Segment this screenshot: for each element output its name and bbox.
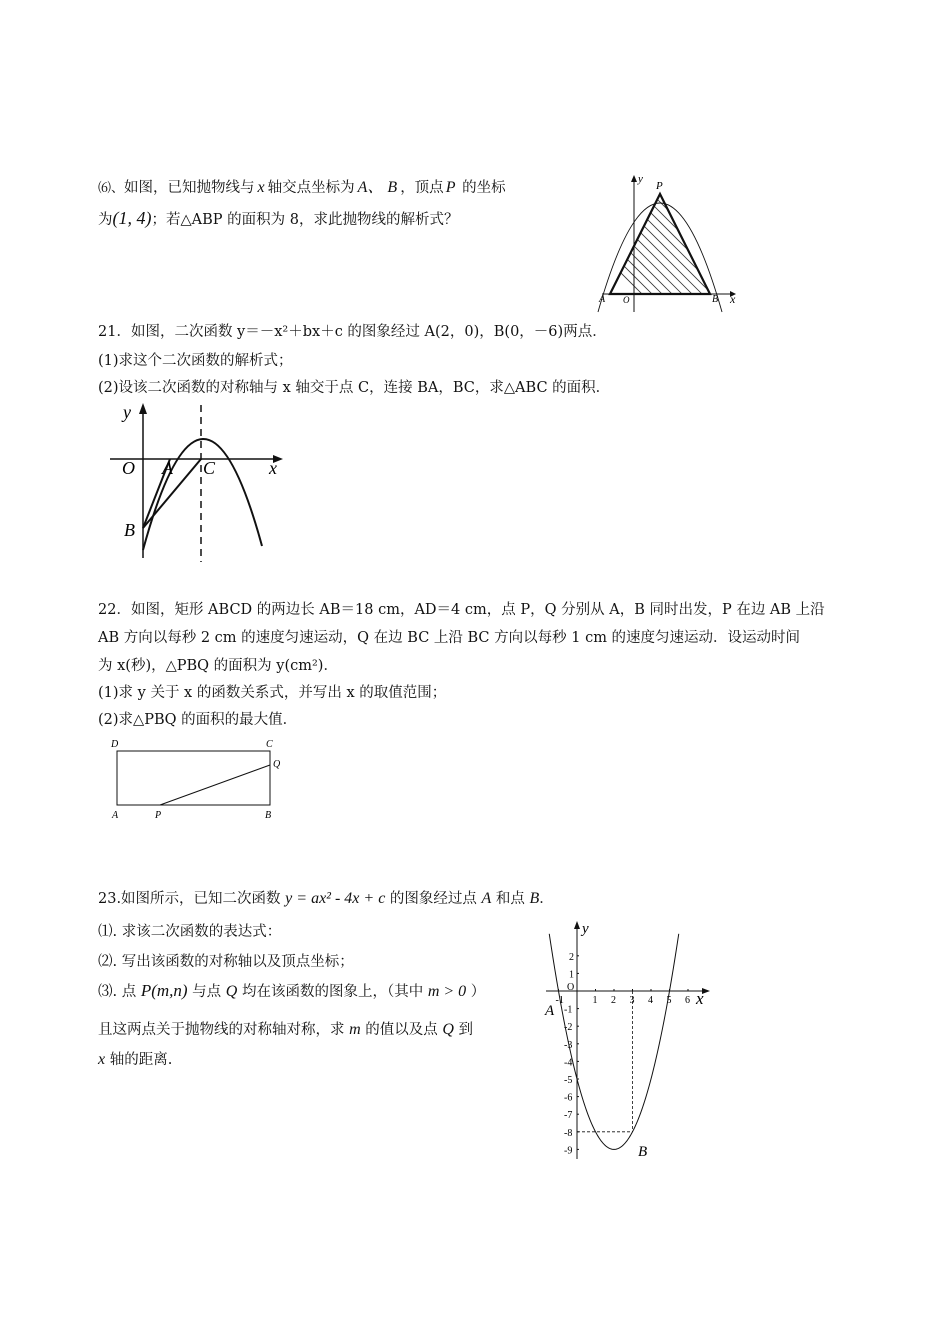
q22-part1: (1)求 y 关于 x 的函数关系式，并写出 x 的取值范围； (98, 685, 447, 701)
q23-y-tick-label: -5 (564, 1075, 573, 1086)
q23-y-tick-label: -9 (564, 1145, 573, 1157)
q23-x-tick-label: 5 (666, 995, 672, 1006)
q23-y-tick-label: -4 (564, 1057, 573, 1069)
q21-label-x: x (269, 458, 277, 478)
q23-label-y: y (582, 921, 589, 937)
q23-y-tick-label: -8 (564, 1127, 573, 1139)
q20-line2: 为(1, 4)；若△ABP 的面积为 8，求此抛物线的解析式？ (98, 208, 459, 228)
q23-y-tick-label: -1 (564, 1004, 573, 1016)
q20-number: ⑹、 (98, 181, 125, 196)
q20-parabola (598, 203, 722, 312)
q23-figure (530, 915, 720, 1170)
q23-y-tick-label: 1 (569, 969, 574, 981)
q21-parabola (143, 439, 262, 550)
q22-label-C: C (266, 739, 273, 750)
q21-label-C: C (203, 458, 216, 478)
q21-label-B: B (124, 520, 135, 540)
q22-stem-line3: 为 x(秒)，△PBQ 的面积为 y(cm²)． (98, 658, 338, 674)
q23-y-tick-label: -3 (564, 1039, 573, 1051)
q23-x-tick-label: 3 (629, 995, 635, 1006)
q22-segment-PQ (160, 765, 270, 805)
q23-y-tick-label: -6 (564, 1092, 573, 1104)
q21-part1: (1)求这个二次函数的解析式； (98, 353, 293, 369)
q22-rectangle (117, 751, 270, 805)
q23-label-B: B (638, 1144, 648, 1160)
q22-stem-line1: 22．如图，矩形 ABCD 的两边长 AB＝18 cm，AD＝4 cm，点 P，Q 分别从 A，B 同时出发，P 在边 AB 上沿 (98, 602, 825, 618)
q21-label-y: y (123, 402, 131, 422)
q23-formula: y = ax² - 4x + c (285, 890, 386, 907)
q20-label-A: A (599, 294, 606, 305)
q23-part3-cont: 且这两点关于抛物线的对称轴对称，求 m 的值以及点 Q 到 (98, 1021, 474, 1038)
q23-x-tick-label: 1 (592, 995, 598, 1006)
q20-line1: ⑹、如图，已知抛物线与 x 轴交点坐标为 A、 B ，顶点 P 的坐标 (98, 179, 506, 196)
q20-label-P: P (656, 180, 663, 192)
q21-label-A: A (162, 458, 173, 478)
q20-label-B: B (712, 294, 719, 305)
q22-label-P: P (155, 810, 162, 821)
q23-y-tick-label: 2 (569, 951, 574, 963)
q21-stem: 21．如图，二次函数 y＝－x²＋bx＋c 的图象经过 A(2，0)，B(0，－6)两点． (98, 324, 607, 340)
q23-label-x: x (696, 989, 704, 1008)
q23-y-tick-label: -7 (564, 1110, 573, 1122)
q22-stem-line2: AB 方向以每秒 2 cm 的速度匀速运动，Q 在边 BC 上沿 BC 方向以每秒 1 cm 的速度匀速运动．设运动时间 (98, 630, 801, 646)
q20-figure (590, 172, 750, 317)
q23-label-O: O (567, 982, 575, 993)
q23-part3-end: x 轴的距离. (98, 1051, 173, 1068)
q20-label-x: x (730, 292, 736, 306)
q20-label-O: O (623, 295, 630, 305)
q21-label-O: O (122, 458, 135, 478)
q20-triangle (610, 194, 710, 294)
q22-label-Q: Q (273, 759, 281, 770)
q23-part3: ⑶. 点 P(m,n) 与点 Q 均在该函数的图象上，（其中 m > 0 ） (98, 981, 486, 1000)
q23-stem: 23.如图所示，已知二次函数 y = ax² - 4x + c 的图象经过点 A 和点 B． (98, 890, 554, 907)
q22-label-B: B (265, 810, 272, 821)
q22-label-A: A (112, 810, 119, 821)
q23-y-tick-label: -2 (564, 1022, 573, 1034)
q23-x-tick-label: 4 (648, 995, 653, 1006)
q23-part2: ⑵. 写出该函数的对称轴以及顶点坐标； (98, 954, 354, 970)
q23-label-A: A (545, 1003, 555, 1019)
q23-x-tick-label: 6 (685, 995, 690, 1006)
q22-figure (105, 735, 295, 825)
q23-part1: ⑴. 求该二次函数的表达式： (98, 924, 282, 940)
q20-label-y: y (638, 173, 643, 185)
q22-part2: (2)求△PBQ 的面积的最大值． (98, 712, 298, 728)
q23-x-tick-label: -1 (555, 995, 564, 1006)
q21-figure (105, 400, 295, 570)
q22-label-D: D (111, 739, 119, 750)
q21-part2: (2)设该二次函数的对称轴与 x 轴交于点 C，连接 BA，BC，求△ABC 的面积． (98, 380, 611, 396)
q23-x-tick-label: 2 (611, 995, 616, 1006)
